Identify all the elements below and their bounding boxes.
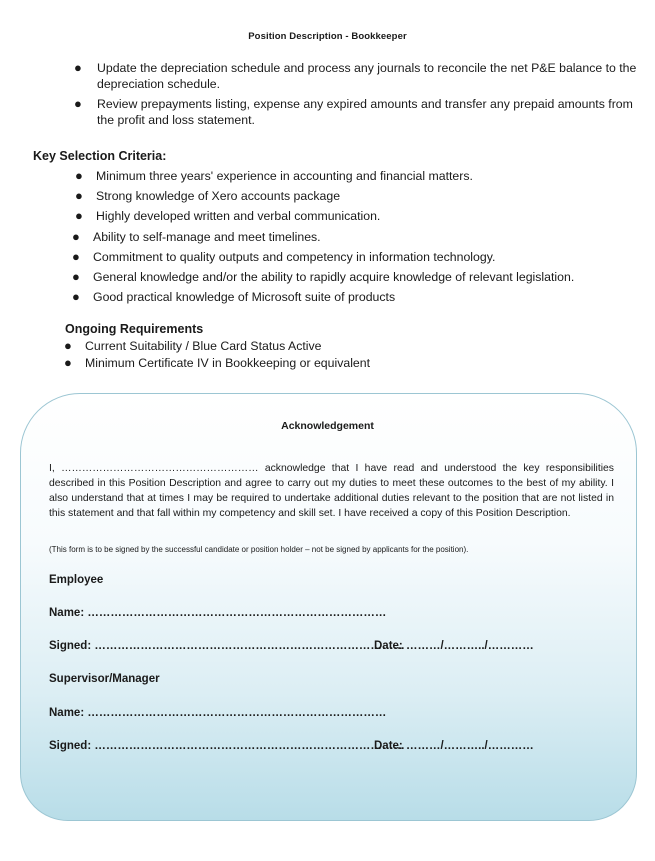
responsibilities-list [0, 60, 640, 132]
acknowledgement-title: Acknowledgement [281, 420, 374, 432]
bullet-icon: ● [64, 338, 72, 353]
list-item [0, 269, 640, 285]
list-item-text: Ability to self-manage and meet timelines. [93, 229, 321, 244]
page-header: Position Description - Bookkeeper [248, 31, 407, 42]
list-item [0, 249, 640, 265]
list-item-text: Minimum three years' experience in accounting and financial matters. [96, 169, 473, 183]
list-item-text: Minimum Certificate IV in Bookkeeping or equivalent [85, 356, 371, 370]
list-item [0, 289, 640, 305]
supervisor-heading: Supervisor/Manager [49, 673, 160, 685]
employee-signed-field[interactable]: Signed: ……………………………………………………………………… [49, 640, 405, 652]
list-item-text: Strong knowledge of Xero accounts package [96, 189, 341, 204]
ongoing-requirements-list [0, 338, 640, 372]
list-item-text: General knowledge and/or the ability to rapidly acquire knowledge of relevant legislation. [93, 269, 575, 284]
supervisor-date-field[interactable]: Date: ………/………../………… [374, 740, 534, 752]
bullet-icon: ● [72, 228, 80, 244]
bullet-icon: ● [75, 168, 83, 183]
key-selection-criteria-list [0, 168, 640, 309]
supervisor-name-field[interactable]: Name: …………………………………………………………………… [49, 707, 387, 719]
bullet-icon: ● [72, 268, 80, 284]
list-item [0, 60, 640, 92]
list-item [0, 208, 640, 224]
list-item-text: Good practical knowledge of Microsoft suite of products [93, 290, 396, 305]
acknowledgement-statement: I, ………………………………………………… acknowledge that I have read and understood the key responsibilities described in this Position Description and agree to carry out my duties to meet these outcomes to the best of my ability. I also understand that at times I may be required to undertake additional duties relevant to the position that are not listed in this statement and that fall within my competency and skill set. I have received a copy of this Position Description. [49, 463, 614, 519]
list-item-text: Review prepayments listing, expense any expired amounts and transfer any prepaid amounts from the profit and loss statement. [97, 97, 633, 127]
bullet-icon: ● [74, 96, 82, 111]
bullet-icon: ● [64, 355, 72, 370]
bullet-icon: ● [72, 248, 80, 264]
bullet-icon: ● [75, 188, 83, 204]
list-item [0, 355, 640, 371]
list-item-text: Highly developed written and verbal communication. [96, 209, 381, 224]
bullet-icon: ● [75, 208, 83, 224]
list-item-text: Update the depreciation schedule and process any journals to reconcile the net P&E balance to the depreciation schedule. [97, 61, 637, 91]
employee-date-field[interactable]: Date: ………/………../………… [374, 640, 534, 652]
bullet-icon: ● [72, 289, 80, 305]
list-item [0, 188, 640, 204]
list-item [0, 168, 640, 184]
list-item [0, 338, 640, 354]
signing-note: (This form is to be signed by the successful candidate or position holder – not be signed by applicants for the position). [49, 545, 469, 554]
employee-name-field[interactable]: Name: …………………………………………………………………… [49, 607, 387, 619]
supervisor-signed-field[interactable]: Signed: ……………………………………………………………………… [49, 740, 405, 752]
list-item-text: Current Suitability / Blue Card Status Active [85, 339, 322, 353]
list-item [0, 96, 640, 128]
list-item [0, 229, 640, 245]
employee-heading: Employee [49, 574, 104, 586]
bullet-icon: ● [74, 60, 82, 75]
list-item-text: Commitment to quality outputs and competency in information technology. [93, 249, 496, 264]
key-selection-criteria-heading: Key Selection Criteria: [33, 149, 167, 163]
ongoing-requirements-heading: Ongoing Requirements [65, 322, 204, 336]
